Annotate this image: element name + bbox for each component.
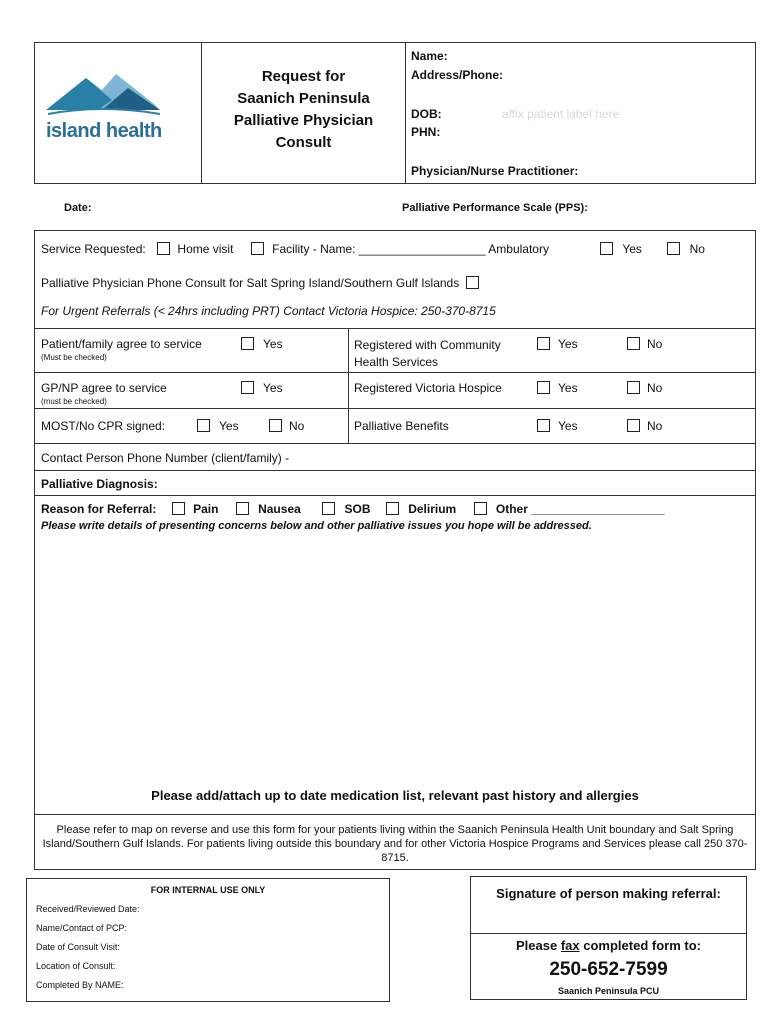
- pain-label: Pain: [193, 502, 219, 516]
- facility-checkbox[interactable]: [251, 242, 264, 255]
- mountain-logo-icon: [42, 66, 192, 126]
- pain-checkbox[interactable]: [172, 502, 185, 515]
- title-line-1: Request for: [261, 68, 346, 85]
- community-no-checkbox[interactable]: [627, 337, 640, 350]
- phone-consult-checkbox[interactable]: [466, 276, 479, 289]
- palliative-diagnosis-field[interactable]: Palliative Diagnosis:: [41, 477, 158, 491]
- details-writing-area[interactable]: [36, 540, 754, 780]
- ambulatory-yes-label: Yes: [622, 242, 642, 256]
- most-yes-label: Yes: [219, 419, 239, 433]
- signature-area[interactable]: [472, 904, 745, 932]
- palliative-benefits-label: Palliative Benefits: [354, 419, 449, 433]
- gp-must-checked-note: (must be checked): [41, 397, 107, 406]
- fax-word: fax: [560, 938, 580, 953]
- phone-consult-row: [41, 276, 479, 290]
- community-yes-checkbox[interactable]: [537, 337, 550, 350]
- community-no-label: No: [647, 337, 663, 351]
- reverse-note: Please refer to map on reverse and use this form for your patients living within the Saanich Peninsula Health Unit boundary and Salt Spring Island/Southern Gulf Islands. For patients living outside this boundary and for other Victoria Hospice Programs and Services please call 250 370-8715.: [42, 824, 748, 864]
- other-label: Other ____________________: [495, 502, 665, 516]
- benefits-no-label: No: [647, 419, 663, 433]
- logo-text: island health: [46, 120, 162, 142]
- pcp-contact-field[interactable]: Name/Contact of PCP:: [36, 923, 128, 933]
- benefits-yes-checkbox[interactable]: [537, 419, 550, 432]
- fax-instruction: [470, 938, 747, 953]
- title-line-3: Palliative Physician: [233, 112, 374, 129]
- registered-community-line-1: Registered with Community: [354, 338, 501, 352]
- home-visit-checkbox[interactable]: [157, 242, 170, 255]
- fax-unit: Saanich Peninsula PCU: [557, 986, 660, 996]
- registered-hospice-label: Registered Victoria Hospice: [354, 381, 502, 395]
- consult-location-field[interactable]: Location of Consult:: [36, 961, 116, 971]
- fax-suffix: completed form to:: [579, 938, 701, 953]
- nausea-label: Nausea: [258, 502, 301, 516]
- island-health-logo: [42, 66, 192, 156]
- most-label: MOST/No CPR signed:: [41, 419, 166, 433]
- dob-field[interactable]: DOB:: [411, 107, 442, 121]
- ambulatory-no-checkbox[interactable]: [667, 242, 680, 255]
- home-visit-label: Home visit: [177, 242, 234, 256]
- date-field[interactable]: Date:: [64, 202, 92, 214]
- ambulatory-label: Ambulatory: [488, 242, 549, 256]
- patient-label-hint: affix patient label here: [502, 107, 620, 121]
- title-line-2: Saanich Peninsula: [237, 90, 370, 107]
- nausea-checkbox[interactable]: [236, 502, 249, 515]
- urgent-referral-note: For Urgent Referrals (< 24hrs including PRT) Contact Victoria Hospice: 250-370-8715: [41, 304, 496, 318]
- completed-by-field[interactable]: Completed By NAME:: [36, 980, 124, 990]
- form-title: [202, 66, 405, 154]
- fax-number: 250-652-7599: [549, 959, 668, 980]
- agree-service-label: Patient/family agree to service: [41, 337, 202, 351]
- reason-row: [41, 502, 665, 516]
- delirium-label: Delirium: [408, 502, 457, 516]
- attach-note: Please add/attach up to date medication list, relevant past history and allergies: [151, 788, 639, 803]
- community-yes-label: Yes: [558, 337, 578, 351]
- hospice-no-checkbox[interactable]: [627, 381, 640, 394]
- benefits-yes-label: Yes: [558, 419, 578, 433]
- ambulatory-options: [600, 242, 705, 256]
- received-date-field[interactable]: Received/Reviewed Date:: [36, 904, 140, 914]
- must-checked-note: (Must be checked): [41, 353, 107, 362]
- sob-label: SOB: [344, 502, 371, 516]
- most-no-checkbox[interactable]: [269, 419, 282, 432]
- signature-label: Signature of person making referral:: [496, 886, 721, 901]
- other-checkbox[interactable]: [474, 502, 487, 515]
- physician-field[interactable]: Physician/Nurse Practitioner:: [411, 164, 579, 178]
- fax-prefix: Please: [516, 938, 561, 953]
- contact-person-field[interactable]: Contact Person Phone Number (client/family) -: [41, 451, 290, 465]
- pps-field[interactable]: Palliative Performance Scale (PPS):: [402, 202, 588, 214]
- gp-agree-label: GP/NP agree to service: [41, 381, 167, 395]
- gp-agree-yes-label: Yes: [263, 381, 283, 395]
- registered-community-label: [354, 337, 501, 371]
- most-yes-checkbox[interactable]: [197, 419, 210, 432]
- phn-field[interactable]: PHN:: [411, 125, 441, 139]
- consult-date-field[interactable]: Date of Consult Visit:: [36, 942, 120, 952]
- sob-checkbox[interactable]: [322, 502, 335, 515]
- title-line-4: Consult: [275, 134, 332, 151]
- address-field[interactable]: Address/Phone:: [411, 68, 504, 82]
- registered-community-line-2: Health Services: [354, 355, 439, 369]
- hospice-yes-label: Yes: [558, 381, 578, 395]
- delirium-checkbox[interactable]: [386, 502, 399, 515]
- gp-agree-yes-checkbox[interactable]: [241, 381, 254, 394]
- agree-service-yes-label: Yes: [263, 337, 283, 351]
- agree-service-yes-checkbox[interactable]: [241, 337, 254, 350]
- facility-label: Facility - Name: ___________________: [272, 242, 486, 256]
- phone-consult-label: Palliative Physician Phone Consult for Salt Spring Island/Southern Gulf Islands: [41, 276, 460, 290]
- most-no-label: No: [289, 419, 305, 433]
- benefits-no-checkbox[interactable]: [627, 419, 640, 432]
- service-label: Service Requested:: [41, 242, 146, 256]
- reason-label: Reason for Referral:: [41, 502, 157, 516]
- hospice-no-label: No: [647, 381, 663, 395]
- hospice-yes-checkbox[interactable]: [537, 381, 550, 394]
- service-row: [41, 242, 549, 256]
- name-field[interactable]: Name:: [411, 49, 448, 63]
- ambulatory-yes-checkbox[interactable]: [600, 242, 613, 255]
- referral-instructions: Please write details of presenting concerns below and other palliative issues you hope will be addressed.: [41, 520, 592, 532]
- internal-use-title: FOR INTERNAL USE ONLY: [150, 885, 266, 895]
- ambulatory-no-label: No: [689, 242, 705, 256]
